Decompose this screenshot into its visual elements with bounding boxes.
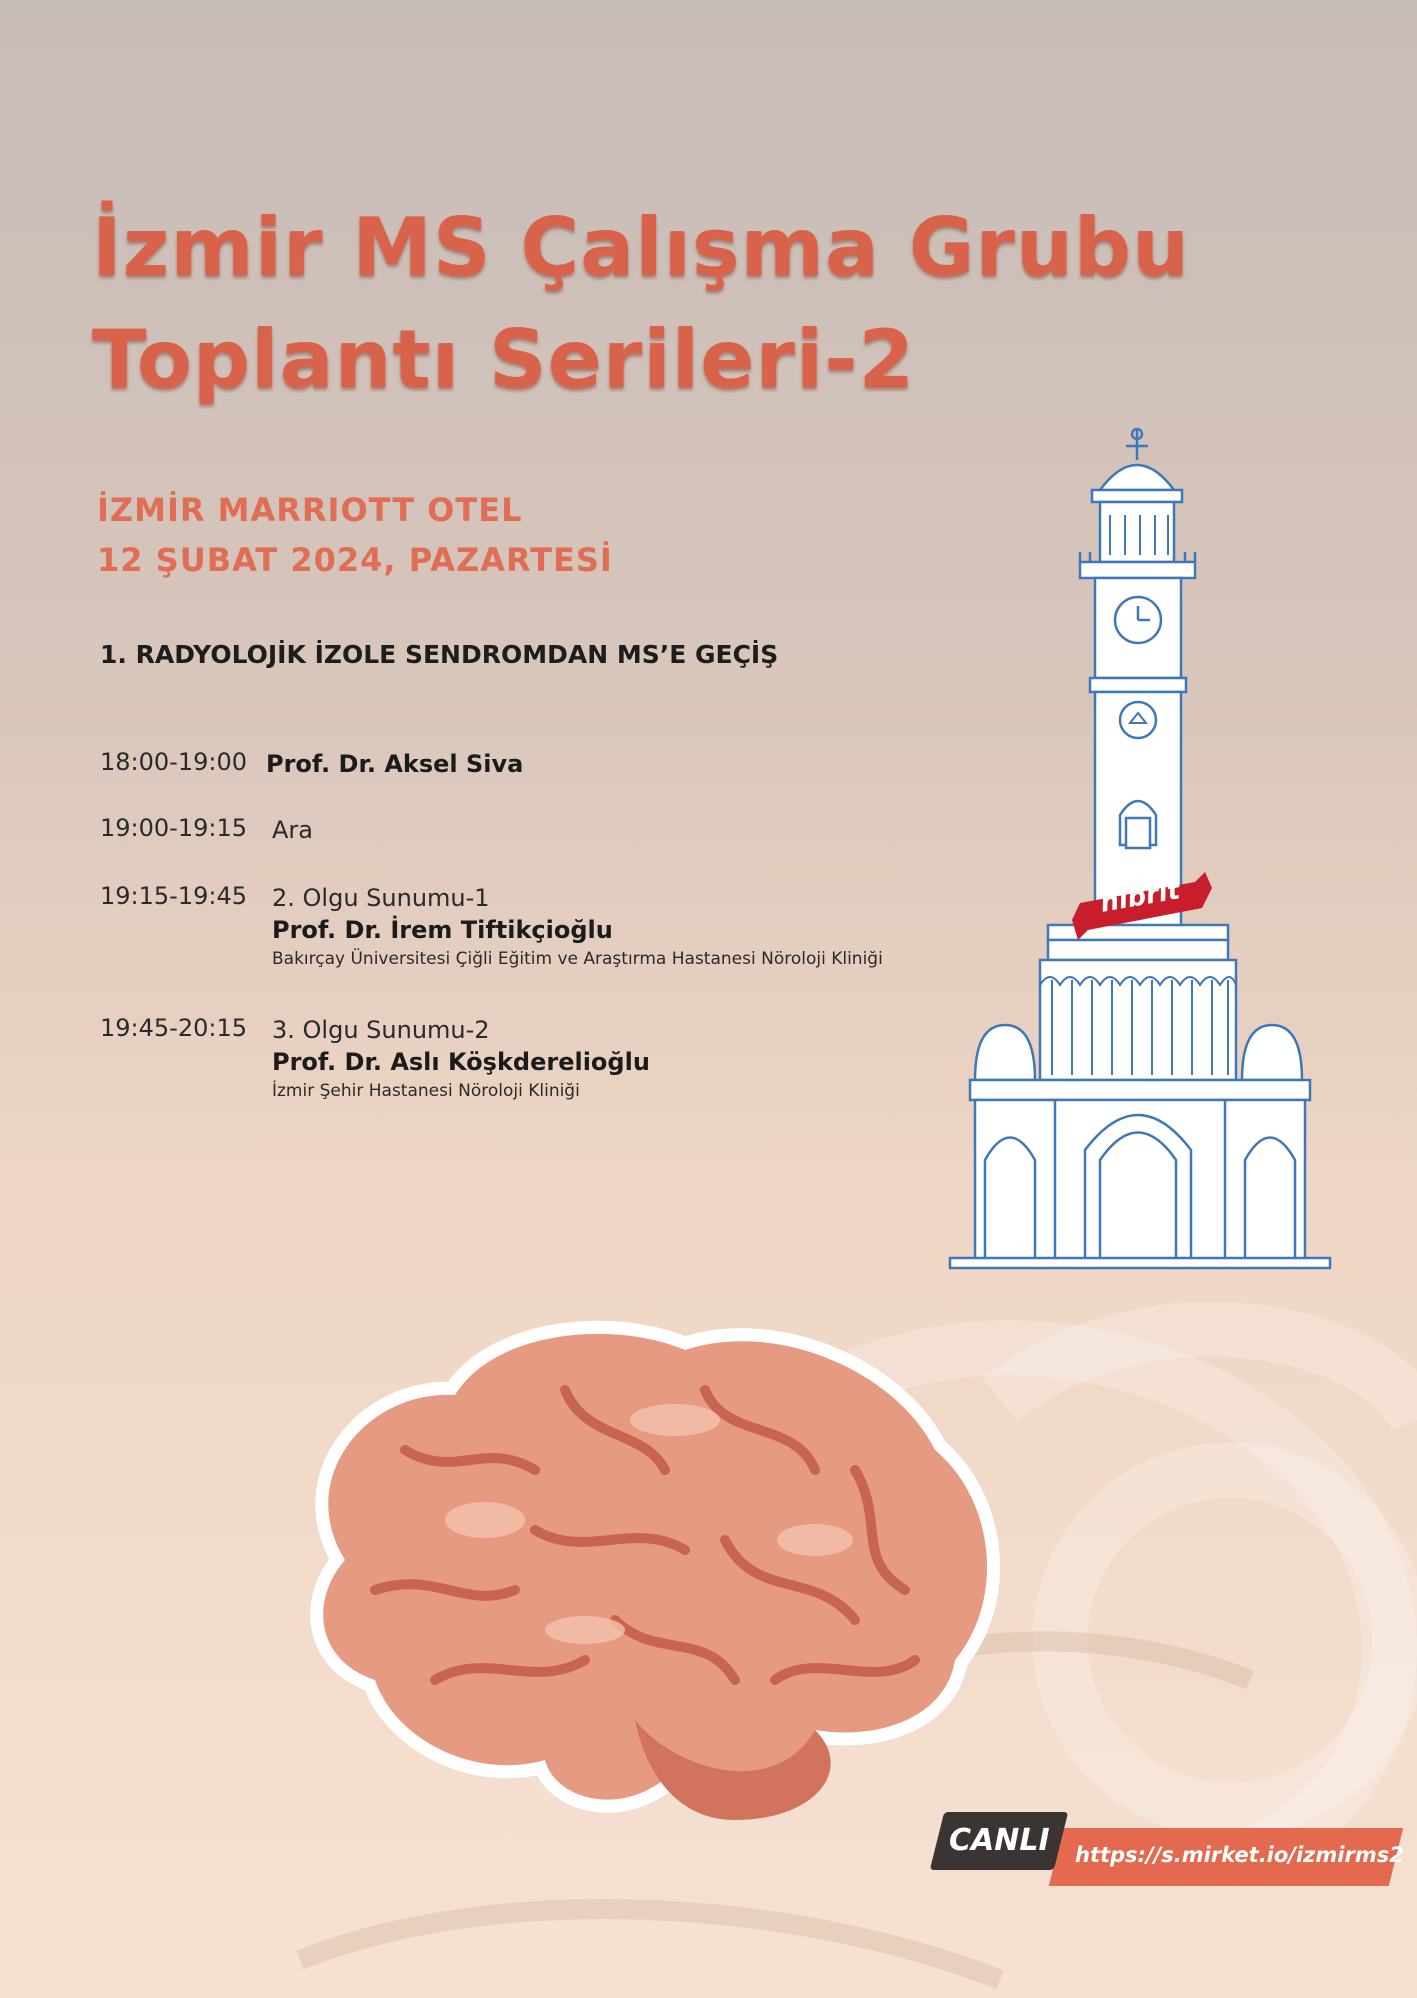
schedule-time: 18:00-19:00 <box>100 748 247 776</box>
schedule-speaker: Prof. Dr. İrem Tiftikçioğlu <box>272 916 613 944</box>
schedule-time: 19:00-19:15 <box>100 814 247 842</box>
schedule-speaker: Prof. Dr. Aksel Siva <box>266 750 524 778</box>
hibrit-label: hibrit <box>1098 875 1183 919</box>
live-badge-label: CANLI <box>948 1823 1050 1858</box>
live-stream-link[interactable]: https://s.mirket.io/izmirms2 <box>1075 1843 1404 1867</box>
schedule-institution: İzmir Şehir Hastanesi Nöroloji Kliniği <box>272 1081 580 1101</box>
live-badge <box>930 1812 1068 1870</box>
schedule-time: 19:15-19:45 <box>100 882 247 910</box>
schedule-label: 3. Olgu Sunumu-2 <box>272 1016 490 1044</box>
title-line-2: Toplantı Serileri-2 <box>92 313 916 406</box>
event-date: 12 ŞUBAT 2024, PAZARTESİ <box>97 541 613 579</box>
brain-icon <box>255 1300 1015 1860</box>
title-line-1: İzmir MS Çalışma Grubu <box>92 201 1191 294</box>
schedule-speaker: Prof. Dr. Aslı Köşkderelioğlu <box>272 1048 650 1076</box>
schedule-time: 19:45-20:15 <box>100 1014 247 1042</box>
event-venue-date <box>97 485 613 585</box>
schedule-institution: Bakırçay Üniversitesi Çiğli Eğitim ve Araştırma Hastanesi Nöroloji Kliniği <box>272 949 883 969</box>
venue-name: İZMİR MARRIOTT OTEL <box>97 491 523 529</box>
schedule-label: 2. Olgu Sunumu-1 <box>272 884 490 912</box>
clock-tower-icon <box>930 420 1350 1270</box>
section-title: 1. RADYOLOJİK İZOLE SENDROMDAN MS’E GEÇİŞ <box>100 640 779 669</box>
schedule-label: Ara <box>272 816 313 844</box>
poster-title <box>92 192 1190 416</box>
